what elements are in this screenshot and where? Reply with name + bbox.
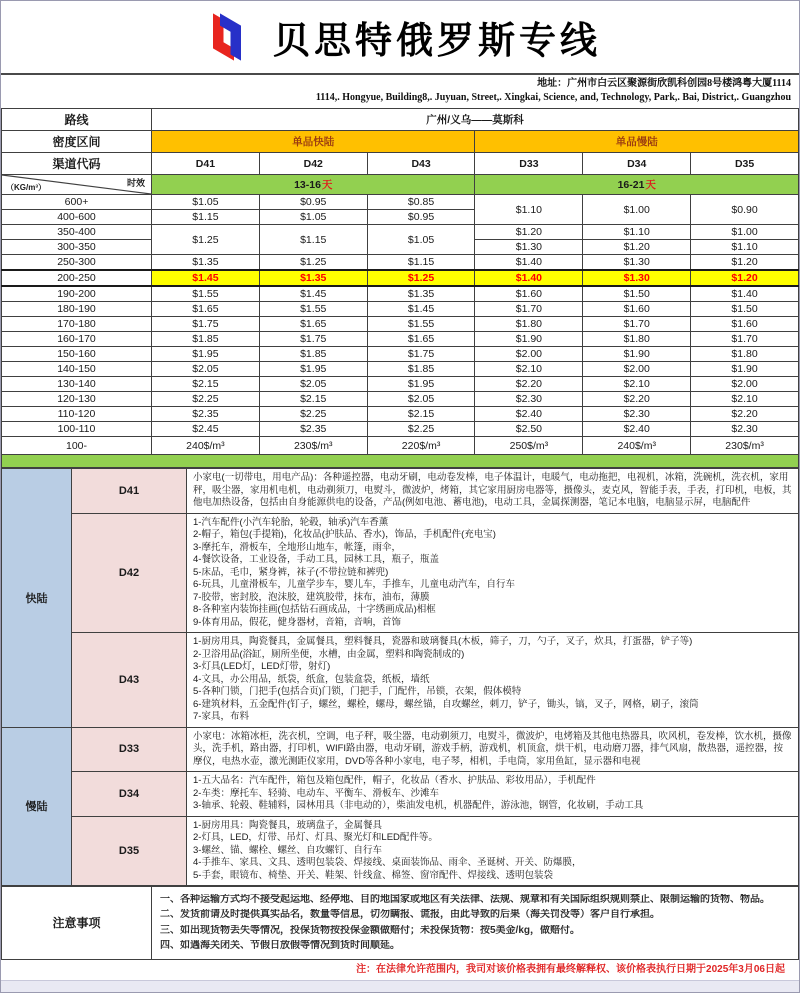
category-row — [2, 513, 799, 633]
notes-table — [1, 886, 799, 960]
price-cell: 220$/m³ — [367, 437, 475, 455]
category-row — [2, 816, 799, 886]
channel-code-d34: D34 — [583, 153, 691, 175]
slow-group-header: 单品慢陆 — [475, 131, 799, 153]
notes-list — [152, 887, 799, 960]
price-cell: $1.40 — [691, 286, 799, 302]
days-value: 13-16 — [294, 179, 321, 191]
price-cell: $1.20 — [583, 240, 691, 255]
price-cell: $2.25 — [367, 422, 475, 437]
price-cell: $1.85 — [367, 362, 475, 377]
channel-code-d35: D35 — [691, 153, 799, 175]
price-cell: $1.00 — [691, 225, 799, 240]
price-cell: $1.45 — [259, 286, 367, 302]
price-cell: $1.70 — [583, 317, 691, 332]
days-unit: 天 — [645, 179, 656, 191]
weight-range-label: 140-150 — [2, 362, 152, 377]
days-unit: 天 — [321, 179, 333, 191]
price-cell: $1.70 — [475, 302, 583, 317]
weight-range-label: 350-400 — [2, 225, 152, 240]
price-cell: $1.60 — [691, 317, 799, 332]
goods-line: 1-五大品名：汽车配件，箱包及箱包配件，帽子，化妆品（香水、护肤品、彩妆用品），手机配件 — [193, 775, 596, 786]
price-cell: $1.40 — [475, 255, 583, 271]
goods-line: 2-卫浴用品(浴缸，厕所坐便，水槽，由金属，塑料和陶瓷制成的) — [193, 648, 465, 660]
price-cell: $1.10 — [691, 240, 799, 255]
weight-range-label: 100- — [2, 437, 152, 455]
price-row — [2, 286, 799, 302]
goods-line: 5-手套，眼镜布、椅垫、开关、鞋架、针线盒、棉签、窗帘配件、焊接线、透明包装袋 — [193, 869, 553, 881]
price-cell: $1.35 — [367, 286, 475, 302]
goods-line: 3-螺丝、锚、螺栓、螺丝、自攻螺钉、自行车 — [193, 844, 382, 856]
price-cell: $1.50 — [583, 286, 691, 302]
price-row — [2, 302, 799, 317]
goods-line: 7-胶带，密封胶，泡沫胶，建筑胶带，抹布，油布，薄膜 — [193, 591, 430, 603]
price-cell: $2.45 — [152, 422, 260, 437]
weight-range-label: 120-130 — [2, 392, 152, 407]
category-table-body — [2, 469, 799, 886]
price-cell: $2.15 — [259, 392, 367, 407]
price-cell: $2.20 — [691, 407, 799, 422]
price-cell: $0.85 — [367, 195, 475, 210]
price-cell: $1.45 — [152, 270, 260, 286]
price-cell: $1.40 — [475, 270, 583, 286]
goods-line: 5-各种门锁，门把手(包括合页)门锁，门把手，门配件，吊锁，衣架，假体模特 — [193, 686, 522, 697]
price-row — [2, 195, 799, 210]
goods-line: 4-文具，办公用品，纸袋，纸盒，包装盒袋，纸板，墙纸 — [193, 673, 430, 685]
price-cell: $2.10 — [475, 362, 583, 377]
price-cell: $1.55 — [367, 317, 475, 332]
goods-line: 6-建筑材料，五金配件(钉子，螺丝，螺栓，螺母，螺丝锚，自攻螺丝，刺刀，铲子，锄头，镐，叉子，网格，刷子，滚筒 — [193, 698, 699, 710]
header — [1, 1, 799, 75]
note-item: 四、如遇海关闭关、节假日放假等情况到货时间顺延。 — [160, 940, 400, 951]
price-cell: $0.90 — [691, 195, 799, 225]
channel-row — [2, 153, 799, 175]
price-row — [2, 225, 799, 240]
weight-range-label: 300-350 — [2, 240, 152, 255]
density-label: 密度区间 — [2, 131, 152, 153]
weight-range-label: 130-140 — [2, 377, 152, 392]
price-cell: $1.80 — [583, 332, 691, 347]
price-row — [2, 332, 799, 347]
price-cell: $2.00 — [583, 362, 691, 377]
price-cell: $1.90 — [583, 347, 691, 362]
price-cell: $1.95 — [259, 362, 367, 377]
route-value: 广州/义乌——莫斯科 — [152, 109, 799, 131]
density-row — [2, 131, 799, 153]
weight-range-label: 150-160 — [2, 347, 152, 362]
footer-note: 注：在法律允许范围内，我司对该价格表拥有最终解释权、该价格表执行日期于2025年3月06日起 — [1, 960, 799, 980]
price-cell: $1.05 — [152, 195, 260, 210]
price-cell: 240$/m³ — [583, 437, 691, 455]
channel-code-cell: D41 — [72, 469, 187, 514]
timeliness-label: 时效 — [126, 178, 145, 188]
channel-goods-description — [187, 513, 799, 633]
slow-days-cell — [475, 175, 799, 195]
price-cell: $1.95 — [367, 377, 475, 392]
price-cell: $1.10 — [475, 195, 583, 225]
price-cell: $1.35 — [152, 255, 260, 271]
price-cell: $2.50 — [475, 422, 583, 437]
notes-label: 注意事项 — [2, 887, 152, 960]
weight-range-label: 400-600 — [2, 210, 152, 225]
price-cell: 230$/m³ — [259, 437, 367, 455]
price-row — [2, 347, 799, 362]
price-cell: $2.10 — [691, 392, 799, 407]
price-row — [2, 255, 799, 271]
weight-range-label: 600+ — [2, 195, 152, 210]
transport-mode-label: 慢陆 — [2, 727, 72, 886]
goods-line: 8-各种室内装饰挂画(包括钻石画成品，十字绣画成品)相框 — [193, 604, 436, 615]
goods-line: 7-家具，布料 — [193, 711, 249, 722]
goods-line: 4-手推车、家具、文具、透明包装袋、焊接线、桌面装饰品、雨伞、圣诞树、开关、防爆膜， — [193, 857, 582, 868]
note-item: 一、各种运输方式均不接受起运地、经停地、目的地国家或地区有关法律、法规、规章和有关国际组织规则禁止、限制运输的货物、物品。 — [160, 893, 770, 905]
price-cell: $1.20 — [475, 225, 583, 240]
channel-goods-description — [187, 816, 799, 886]
price-cell: $2.20 — [475, 377, 583, 392]
price-cell: $1.70 — [691, 332, 799, 347]
section-divider-bar — [1, 455, 799, 468]
price-cell: $1.15 — [367, 255, 475, 271]
price-cell: $1.65 — [367, 332, 475, 347]
price-cell: $1.05 — [259, 210, 367, 225]
price-cell: $2.30 — [691, 422, 799, 437]
category-table — [1, 468, 799, 886]
price-cell: $2.25 — [152, 392, 260, 407]
price-cell: $1.60 — [583, 302, 691, 317]
brand — [199, 6, 601, 68]
goods-line: 9-体育用品，假花，健身器材，音箱，音响，首饰 — [193, 616, 401, 628]
address-cn: 地址：广州市白云区聚源街欣凯科创园8号楼鸿粤大厦1114 — [537, 78, 791, 89]
price-cell: $1.30 — [583, 255, 691, 271]
price-cell: $1.15 — [259, 225, 367, 255]
price-cell: $1.35 — [259, 270, 367, 286]
goods-line: 2-灯具，LED，灯带、吊灯、灯具、聚光灯和LED配件等。 — [193, 832, 438, 843]
goods-line: 小家电(一切带电，用电产品)：各种遥控器，电动牙刷，电动卷发棒，电子体温计，电暖气，电动拖把，电视机，冰箱，洗碗机，洗衣机，家用秤，吸尘器，家用机电机，电动剃须刀，电熨斗，微波炉，烤箱，其它家用厨房电器等，摄像头，麦克风，智能手表，手表，打印机，电板，其他电加热设备，包括由自身能源供电的设备，产品(例如电池、蓄电池)，电动工具，金属探测器，笔记本电脑，电脑显示屏，电脑配件 — [193, 472, 792, 508]
goods-line: 1-汽车配件(小汽车轮胎，轮毂，轴承)汽车香薰 — [193, 516, 389, 528]
price-cell: $0.95 — [259, 195, 367, 210]
goods-line: 小家电：冰箱冰柜，洗衣机，空调，电子秤，吸尘器，电动剃须刀，电熨斗，微波炉，电烤箱及其他电热器具，吹风机，卷发棒，饮水机，摄像头，洗手机，路由器，打印机，WIFI路由器，电动牙刷，游戏手柄，游戏机，机顶盒，烘干机，电动磨刀器，排气风扇，散热器，遥控器，按摩仪，电热水壶，激光测距仪家用，DVD等各种小家电，电子琴，相机，手电筒，家用鱼缸，显示器和电视 — [193, 730, 792, 767]
channel-code-cell: D33 — [72, 727, 187, 772]
channel-code-d41: D41 — [152, 153, 260, 175]
goods-line: 4-餐饮设备，工业设备，手动工具，园林工具，瓶子，瓶盖 — [193, 554, 439, 565]
price-cell: $1.85 — [259, 347, 367, 362]
price-cell: $1.45 — [367, 302, 475, 317]
price-cell: $2.05 — [367, 392, 475, 407]
goods-line: 3-灯具(LED灯，LED灯带，射灯) — [193, 661, 331, 672]
price-cell: $2.15 — [152, 377, 260, 392]
timeliness-row — [2, 175, 799, 195]
category-row — [2, 727, 799, 772]
channel-goods-description — [187, 633, 799, 728]
channel-goods-description — [187, 469, 799, 514]
weight-range-label: 160-170 — [2, 332, 152, 347]
channel-code-cell: D42 — [72, 513, 187, 633]
price-cell: $2.05 — [259, 377, 367, 392]
weight-range-label: 100-110 — [2, 422, 152, 437]
channel-label: 渠道代码 — [2, 153, 152, 175]
price-cell: $2.15 — [367, 407, 475, 422]
price-row — [2, 422, 799, 437]
notes-row — [2, 887, 799, 960]
price-cell: $1.00 — [583, 195, 691, 225]
goods-line: 2-车类：摩托车、轻骑、电动车、平衡车、滑板车、沙滩车 — [193, 787, 439, 799]
price-cell: $1.55 — [152, 286, 260, 302]
weight-unit-label: （KG/m³） — [6, 183, 46, 192]
channel-code-cell: D35 — [72, 816, 187, 886]
category-row — [2, 633, 799, 728]
price-cell: $2.30 — [583, 407, 691, 422]
channel-code-d43: D43 — [367, 153, 475, 175]
weight-range-label: 110-120 — [2, 407, 152, 422]
note-item: 二、发货前请及时提供真实品名，数量等信息，切勿瞒报、谎报，由此导致的后果（海关罚没等）客户自行承担。 — [160, 909, 660, 920]
price-cell: $1.75 — [259, 332, 367, 347]
goods-line: 1-厨房用具，陶瓷餐具，金属餐具，塑料餐具，瓷器和玻璃餐具(木板，筛子，刀，勺子，叉子，炊具，打蛋器，铲子等) — [193, 636, 693, 647]
weight-range-label: 190-200 — [2, 286, 152, 302]
goods-line: 5-床品，毛巾，紧身裤，袜子(不带拉链和裤兜) — [193, 566, 389, 578]
fast-group-header: 单品快陆 — [152, 131, 475, 153]
fast-days-cell — [152, 175, 475, 195]
price-cell: $1.20 — [691, 255, 799, 271]
goods-line: 1-厨房用具：陶瓷餐具，玻璃盘子，金属餐具 — [193, 819, 382, 831]
goods-line: 2-帽子，箱包(手提箱)，化妆品(护肤品、香水)，饰品，手机配件(充电宝) — [193, 529, 496, 540]
weight-range-label: 250-300 — [2, 255, 152, 271]
price-cell: $0.95 — [367, 210, 475, 225]
price-cell: $1.30 — [475, 240, 583, 255]
price-table — [1, 108, 799, 455]
price-cell: $1.25 — [152, 225, 260, 255]
price-table-body — [2, 195, 799, 455]
days-value: 16-21 — [617, 179, 645, 191]
goods-line: 3-轴承、轮毂、鞋辅料，园林用具（非电动的），柴油发电机，机器配件，游泳池，钢管，化妆刷，手动工具 — [193, 800, 644, 811]
price-cell: $1.80 — [475, 317, 583, 332]
price-row — [2, 377, 799, 392]
weight-range-label: 200-250 — [2, 270, 152, 286]
price-cell: $1.80 — [691, 347, 799, 362]
price-row — [2, 392, 799, 407]
timeliness-weight-cell — [2, 175, 152, 195]
channel-code-d42: D42 — [259, 153, 367, 175]
price-cell: $1.75 — [152, 317, 260, 332]
price-cell: $2.35 — [259, 422, 367, 437]
channel-code-d33: D33 — [475, 153, 583, 175]
price-row — [2, 437, 799, 455]
channel-goods-description — [187, 772, 799, 817]
transport-mode-label: 快陆 — [2, 469, 72, 728]
category-row — [2, 772, 799, 817]
price-cell: $2.05 — [152, 362, 260, 377]
price-cell: $2.10 — [583, 377, 691, 392]
price-row — [2, 362, 799, 377]
channel-code-cell: D34 — [72, 772, 187, 817]
price-cell: $1.85 — [152, 332, 260, 347]
weight-range-label: 180-190 — [2, 302, 152, 317]
price-cell: $1.90 — [691, 362, 799, 377]
channel-code-cell: D43 — [72, 633, 187, 728]
price-cell: $1.65 — [152, 302, 260, 317]
price-cell: $2.40 — [583, 422, 691, 437]
price-cell: $1.60 — [475, 286, 583, 302]
price-cell: 240$/m³ — [152, 437, 260, 455]
price-cell: $1.20 — [691, 270, 799, 286]
price-cell: $1.55 — [259, 302, 367, 317]
address-block — [1, 75, 799, 108]
price-cell: $1.90 — [475, 332, 583, 347]
price-cell: $1.15 — [152, 210, 260, 225]
price-cell: 230$/m³ — [691, 437, 799, 455]
route-label: 路线 — [2, 109, 152, 131]
price-cell: $1.50 — [691, 302, 799, 317]
price-cell: $2.25 — [259, 407, 367, 422]
company-logo-icon — [199, 6, 255, 68]
price-cell: $1.75 — [367, 347, 475, 362]
price-row — [2, 407, 799, 422]
page-title: 贝思特俄罗斯专线 — [273, 21, 601, 62]
category-row — [2, 469, 799, 514]
goods-line: 6-玩具，儿童滑板车，儿童学步车，婴儿车，手推车，儿童电动汽车，自行车 — [193, 579, 515, 590]
price-cell: $2.20 — [583, 392, 691, 407]
price-cell: $1.65 — [259, 317, 367, 332]
channel-goods-description — [187, 727, 799, 772]
weight-range-label: 170-180 — [2, 317, 152, 332]
price-cell: $2.40 — [475, 407, 583, 422]
price-cell: $2.30 — [475, 392, 583, 407]
price-cell: $1.25 — [259, 255, 367, 271]
price-cell: 250$/m³ — [475, 437, 583, 455]
price-cell: $2.35 — [152, 407, 260, 422]
route-row — [2, 109, 799, 131]
address-en: 1114,. Hongyue, Building8,. Juyuan, Street,. Xingkai, Science, and, Technology, Park,. Bai, District,. Guangzhou — [315, 92, 791, 103]
bottom-strip — [1, 980, 799, 993]
note-item: 三、如出现货物丢失等情况，投保货物按投保金额做赔付；未投保货物：按5美金/kg，做赔付。 — [160, 924, 581, 936]
goods-line: 3-摩托车，滑板车，全地形山地车，帐篷，雨伞， — [193, 541, 401, 553]
price-cell: $2.00 — [691, 377, 799, 392]
price-cell: $1.05 — [367, 225, 475, 255]
price-cell: $1.30 — [583, 270, 691, 286]
price-cell: $1.25 — [367, 270, 475, 286]
price-cell: $1.95 — [152, 347, 260, 362]
price-row — [2, 270, 799, 286]
price-cell: $1.10 — [583, 225, 691, 240]
price-cell: $2.00 — [475, 347, 583, 362]
price-row — [2, 317, 799, 332]
